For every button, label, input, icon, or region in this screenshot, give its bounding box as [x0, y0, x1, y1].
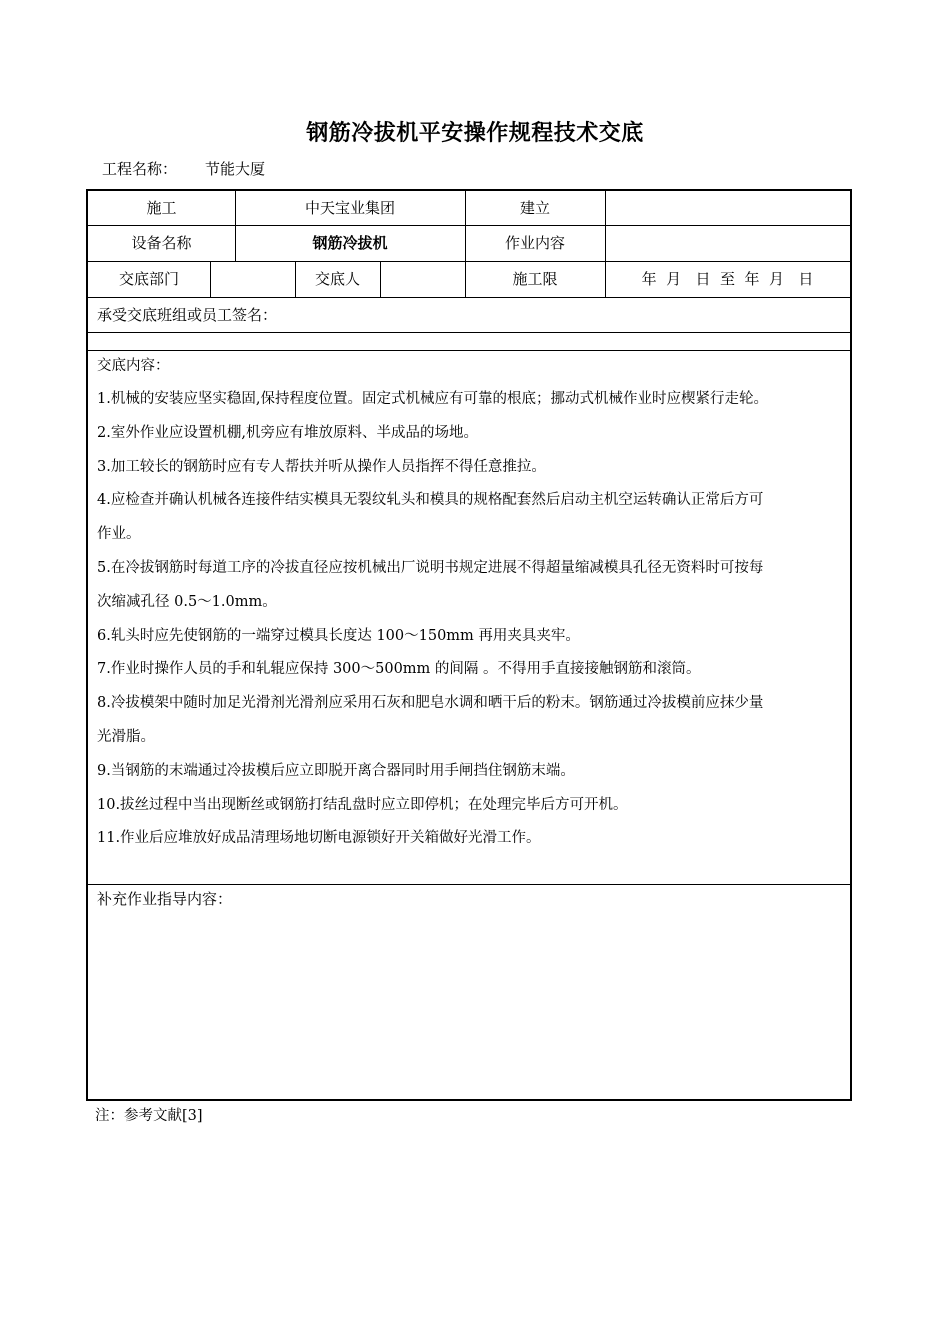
- content-item: 次缩减孔径 0.5～1.0mm。: [97, 593, 277, 610]
- row-divider: [88, 350, 850, 351]
- content-item: 6.轧头时应先使钢筋的一端穿过模具长度达 100～150mm 再用夹具夹牢。: [97, 627, 580, 644]
- row-divider: [88, 225, 850, 226]
- content-item: 3.加工较长的钢筋时应有专人帮扶并听从操作人员指挥不得任意推拉。: [97, 458, 546, 475]
- signature-label: 承受交底班组或员工签名：: [97, 306, 278, 324]
- row-divider: [88, 884, 850, 885]
- project-name-row: [102, 158, 265, 179]
- content-item: 作业。: [97, 526, 141, 543]
- col-divider: [380, 261, 381, 297]
- content-item: 7.作业时操作人员的手和轧辊应保持 300～500mm 的间隔 。不得用手直接接触钢筋和滚筒。: [97, 661, 701, 678]
- supplement-label: 补充作业指导内容：: [97, 890, 233, 908]
- content-item: 8.冷拔模架中随时加足光滑剂光滑剂应采用石灰和肥皂水调和晒干后的粉末。钢筋通过冷拔模前应抹少量: [97, 695, 764, 712]
- construction-period-value: 年 月 日 至 年 月 日: [641, 270, 814, 288]
- row-divider: [88, 261, 850, 262]
- content-item: 1.机械的安装应坚实稳固,保持程度位置。固定式机械应有可靠的根底；挪动式机械作业时应楔紧行走轮。: [97, 391, 768, 407]
- disclosure-person-label: 交底人: [314, 270, 360, 288]
- construction-period-label: 施工限: [512, 270, 558, 288]
- disclosure-content: [97, 355, 845, 861]
- work-content-label: 作业内容: [504, 234, 565, 252]
- content-item: 4.应检查并确认机械各连接件结实模具无裂纹轧头和模具的规格配套然后启动主机空运转确认正常后方可: [97, 492, 764, 509]
- disclosure-table: [86, 189, 852, 1101]
- construction-label: 施工: [146, 199, 177, 217]
- row-divider: [88, 332, 850, 333]
- project-name-value: 节能大厦: [205, 160, 266, 178]
- project-name-label: 工程名称：: [102, 160, 178, 178]
- content-item: 11.作业后应堆放好成品清理场地切断电源锁好开关箱做好光滑工作。: [97, 830, 541, 847]
- content-item: 光滑脂。: [97, 728, 155, 745]
- col-divider: [210, 261, 211, 297]
- content-item: 2.室外作业应设置机棚,机旁应有堆放原料、半成品的场地。: [97, 424, 478, 441]
- equipment-label: 设备名称: [131, 234, 192, 252]
- disclosure-dept-label: 交底部门: [118, 270, 179, 288]
- construction-value: 中天宝业集团: [304, 199, 395, 217]
- content-heading: 交底内容：: [97, 358, 170, 374]
- content-item: 9.当钢筋的末端通过冷拔模后应立即脱开离合器同时用手闸挡住钢筋末端。: [97, 762, 575, 779]
- row-divider: [88, 297, 850, 298]
- supervision-label: 建立: [519, 199, 550, 217]
- equipment-value: 钢筋冷拔机: [312, 234, 388, 252]
- content-item: 10.拔丝过程中当出现断丝或钢筋打结乱盘时应立即停机；在处理完毕后方可开机。: [97, 796, 628, 813]
- content-list: [97, 388, 845, 849]
- reference-note: 注：参考文献[3]: [95, 1108, 203, 1124]
- document-title: 钢筋冷拔机平安操作规程技术交底: [306, 121, 644, 146]
- content-item: 5.在冷拔钢筋时每道工序的冷拔直径应按机械出厂说明书规定进展不得超量缩减模具孔径无资料时可按每: [97, 559, 764, 576]
